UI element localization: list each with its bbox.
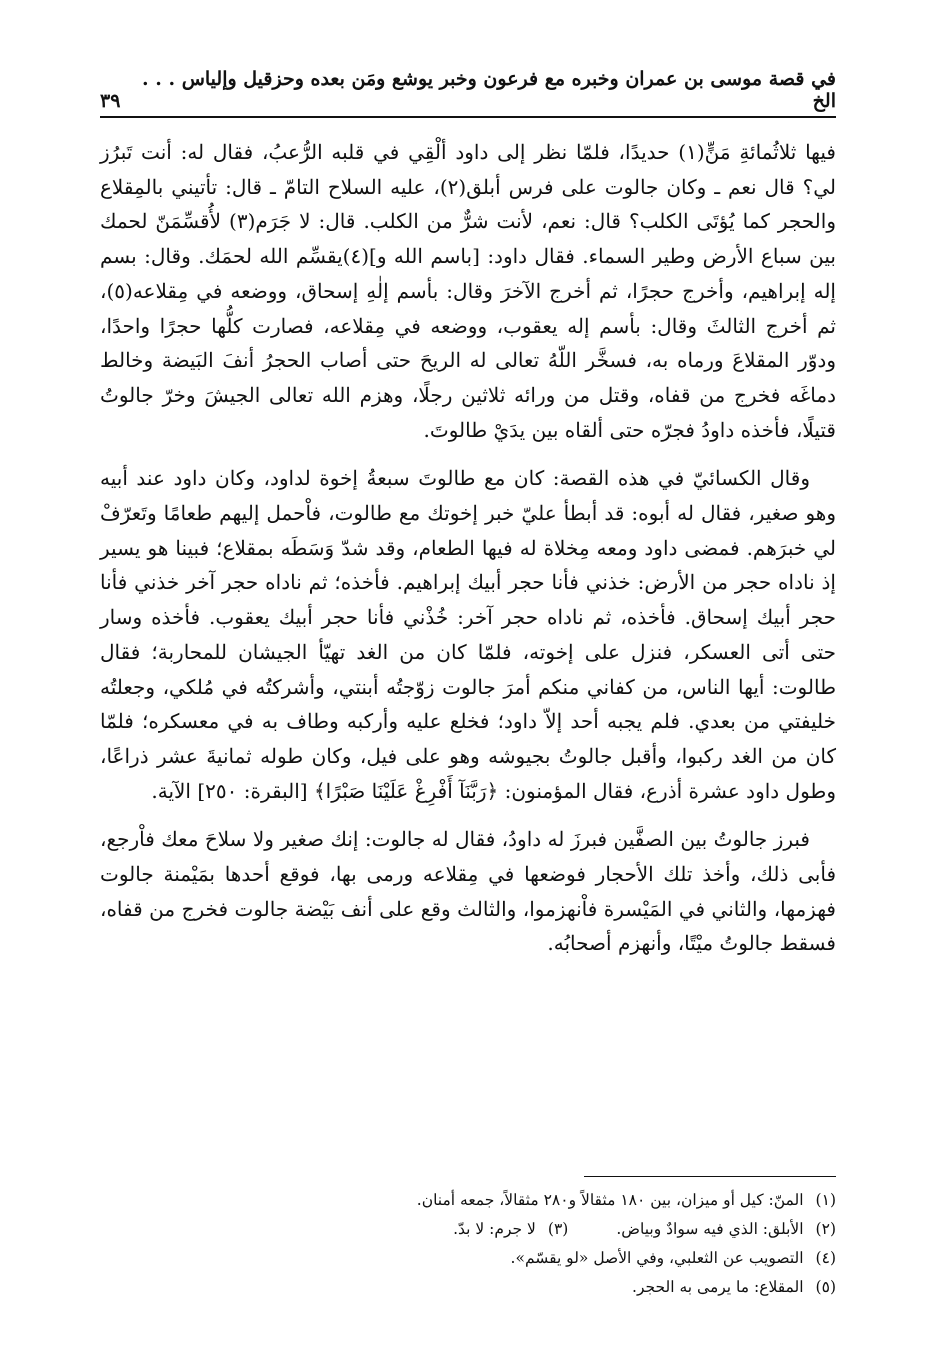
footnote-row	[100, 1186, 836, 1215]
header-divider	[100, 116, 836, 118]
footnote	[616, 1215, 836, 1244]
footnote-spacer	[568, 1215, 616, 1244]
footnote-text: الأبلق: الذي فيه سوادٌ وبياض.	[616, 1220, 804, 1238]
footnote-divider	[584, 1176, 836, 1177]
footnote-row	[100, 1244, 836, 1273]
footnote-row	[100, 1215, 836, 1244]
footnote-text: المنّ: كيل أو ميزان، بين ١٨٠ مثقالاً و٢٨٠ مثقالاً، جمعه أمنان.	[416, 1191, 804, 1209]
paragraph: وقال الكسائيّ في هذه القصة: كان مع طالوتَ سبعةُ إخوة لداود، وكان داود عند أبيه وهو صغير، فقال له أبوه: قد أبطأ عليّ خبر إخوتك مع طالوت، فاْحمل إليهم طعامًا وتَعرّفْ لي خبرَهم. فمضى داود ومعه مِخلاة له فيها الطعام، وقد شدّ وَسَطَه بمقلاع؛ فبينا هو يسير إذ ناداه حجر من الأرض: خذني فأنا حجر أبيك إبراهيم. فأخذه؛ ثم ناداه حجر آخر خذني فأنا حجر أبيك إسحاق. فأخذه، ثم ناداه حجر آخر: خُذْني فأنا حجر أبيك يعقوب. فأخذه وسار حتى أتى العسكر، فنزل على إخوته، فلمّا كان من الغد تهيّأ الجيشان للمحاربة؛ فقال طالوت: أيها الناس، من كفاني منكم أمرَ جالوت زوّجتُه أبنتي، وأشركتُه في مُلكي، وجعلتُه خليفتي من بعدي. فلم يجبه أحد إلاّ داود؛ فخلع عليه وأركبه وطاف به في معسكره؛ فلمّا كان من الغد ركبوا، وأقبل جالوتُ بجيوشه وهو على فيل، وكان طوله ثمانيةَ عشر ذراعًا، وطول داود عشرة أذرع، فقال المؤمنون: ﴿رَبَّنَآ أَفْرِغْ عَلَيْنَا صَبْرًا﴾ [البقرة: ٢٥٠] الآية.	[100, 466, 837, 803]
footnote-number: (٣)	[547, 1220, 569, 1238]
paragraph: فيها ثلاثُمائةِ مَنٍّ(١) حديدًا، فلمّا نظر إلى داود ألْقِي في قلبه الرُّعبُ، فقال له: أنت تَبرُز لي؟ قال نعم ـ وكان جالوت على فرس أبلق(٢)، عليه السلاح التامّ ـ قال: تأتيني بالمِقلاع والحجر كما يُؤتَى الكلب؟ قال: نعم، لأنت شرٌّ من الكلب. قال: لا جَرَم(٣) لأُقسِّمَنّ لحمك بين سباع الأرض وطير السماء. فقال داود: [باسم الله و](٤)يقسِّم الله لحمَك. وقال: بسم إله إبراهيم، وأخرج حجرًا، ثم أخرج الآخرَ وقال: بأسم إلٰهِ إسحاق، ووضعه في مِقلاعه(٥)، ثم أخرج الثالثَ وقال: بأسم إله يعقوب، ووضعه في مِقلاعه، فصارت كلُّها حجرًا واحدًا، ودوّر المقلاعَ ورماه به، فسخَّر اللّهُ تعالى له الريحَ حتى أصاب الحجرُ أنفَ البَيضة وخالط دماغَه فخرج من قفاه، وقتل من ورائه ثلاثين رجلًا، وهزم الله تعالى الجيشَ وخرّ جالوتُ قتيلًا، فأخذه داودُ فجرّه حتى ألقاه بين يدَيْ طالوتَ.	[100, 140, 836, 442]
main-text	[100, 135, 836, 961]
footnote-text: المقلاع: ما يرمى به الحجر.	[632, 1278, 804, 1296]
footnote-number: (٢)	[815, 1220, 836, 1238]
footnote-text: التصويب عن الثعلبي، وفي الأصل «لو يقسّم».	[510, 1249, 804, 1267]
running-title: في قصة موسى بن عمران وخبره مع فرعون وخبر يوشع ومَن بعده وحزقيل وإلياس . . . الخ	[142, 68, 836, 112]
footnote-number: (١)	[815, 1191, 836, 1209]
page-number: ٣٩	[100, 90, 121, 112]
footnote-text: لا جرم: لا بدّ.	[453, 1220, 536, 1238]
footnote-number: (٥)	[815, 1278, 836, 1296]
footnote	[632, 1273, 836, 1302]
footnote	[417, 1186, 836, 1215]
page-header	[100, 68, 836, 112]
footnotes	[100, 1186, 836, 1302]
footnote-row	[100, 1273, 836, 1302]
footnote	[453, 1215, 568, 1244]
paragraph: فبرز جالوتُ بين الصفَّين فبرزَ له داودُ، فقال له جالوت: إنك صغير ولا سلاحَ معك فاْرجع، فأبى ذلك، وأخذ تلك الأحجار فوضعها في مِقلاعه ورمى بها، فوقع أحدها بمَيْمنة جالوت فهزمها، والثاني في المَيْسرة فاْنهزموا، والثالث وقع على أنف بَيْضة جالوت فخرج من قفاه، فسقط جالوتُ ميْتًا، وأنهزم أصحابُه.	[100, 827, 836, 956]
footnote	[511, 1244, 836, 1273]
footnote-number: (٤)	[815, 1249, 836, 1267]
